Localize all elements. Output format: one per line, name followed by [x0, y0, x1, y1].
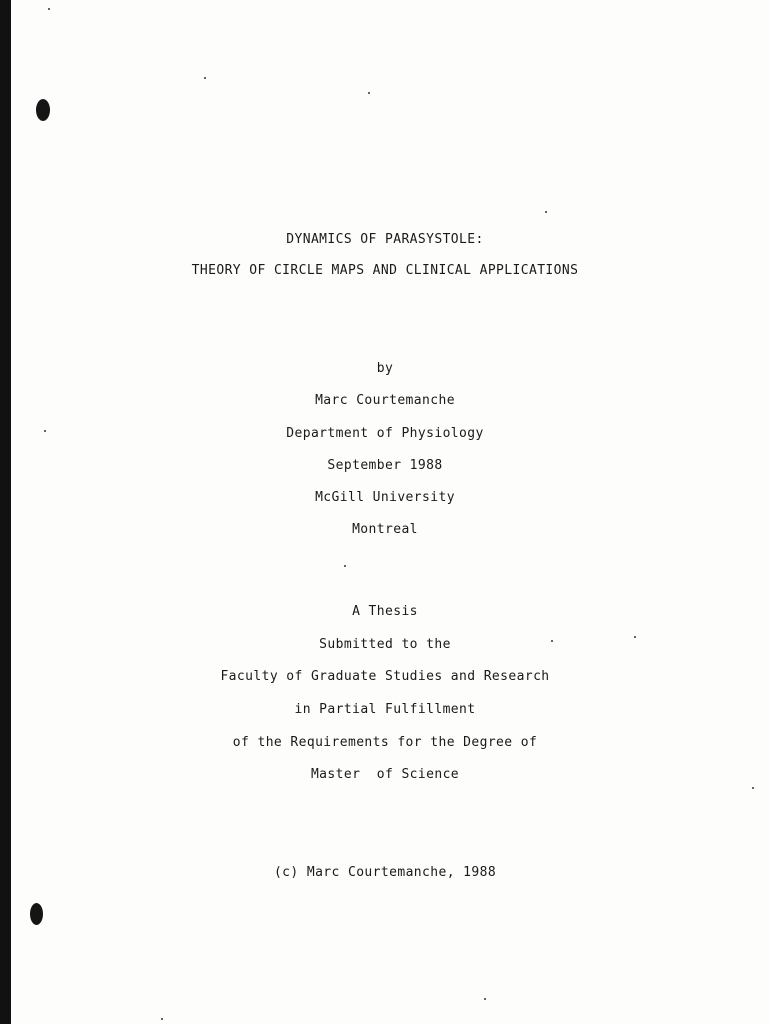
university: McGill University [315, 490, 455, 505]
author-name: Marc Courtemanche [315, 393, 455, 408]
requirements: of the Requirements for the Degree of [232, 735, 538, 750]
scan-speck [161, 1018, 163, 1020]
thesis-title-line-2: THEORY OF CIRCLE MAPS AND CLINICAL APPLICATIONS [191, 263, 579, 278]
scan-speck [368, 92, 370, 94]
submitted-to: Submitted to the [319, 637, 451, 652]
copyright-notice: (c) Marc Courtemanche, 1988 [273, 865, 497, 880]
scan-speck [48, 8, 50, 10]
scan-speck [344, 565, 346, 567]
city: Montreal [352, 522, 418, 537]
scan-speck [545, 211, 547, 213]
faculty: Faculty of Graduate Studies and Research [220, 669, 550, 684]
scan-speck [204, 77, 206, 79]
thesis-title-line-1: DYNAMICS OF PARASYSTOLE: [286, 232, 484, 247]
submission-date: September 1988 [327, 458, 443, 473]
thesis-label: A Thesis [352, 604, 418, 619]
binder-hole-bottom [30, 903, 43, 925]
department: Department of Physiology [286, 426, 484, 441]
by-line: by [376, 361, 394, 376]
degree: Master of Science [310, 767, 460, 782]
binder-hole-top [36, 99, 50, 121]
fulfillment: in Partial Fulfillment [294, 702, 476, 717]
scan-speck [752, 787, 754, 789]
scan-speck [484, 998, 486, 1000]
